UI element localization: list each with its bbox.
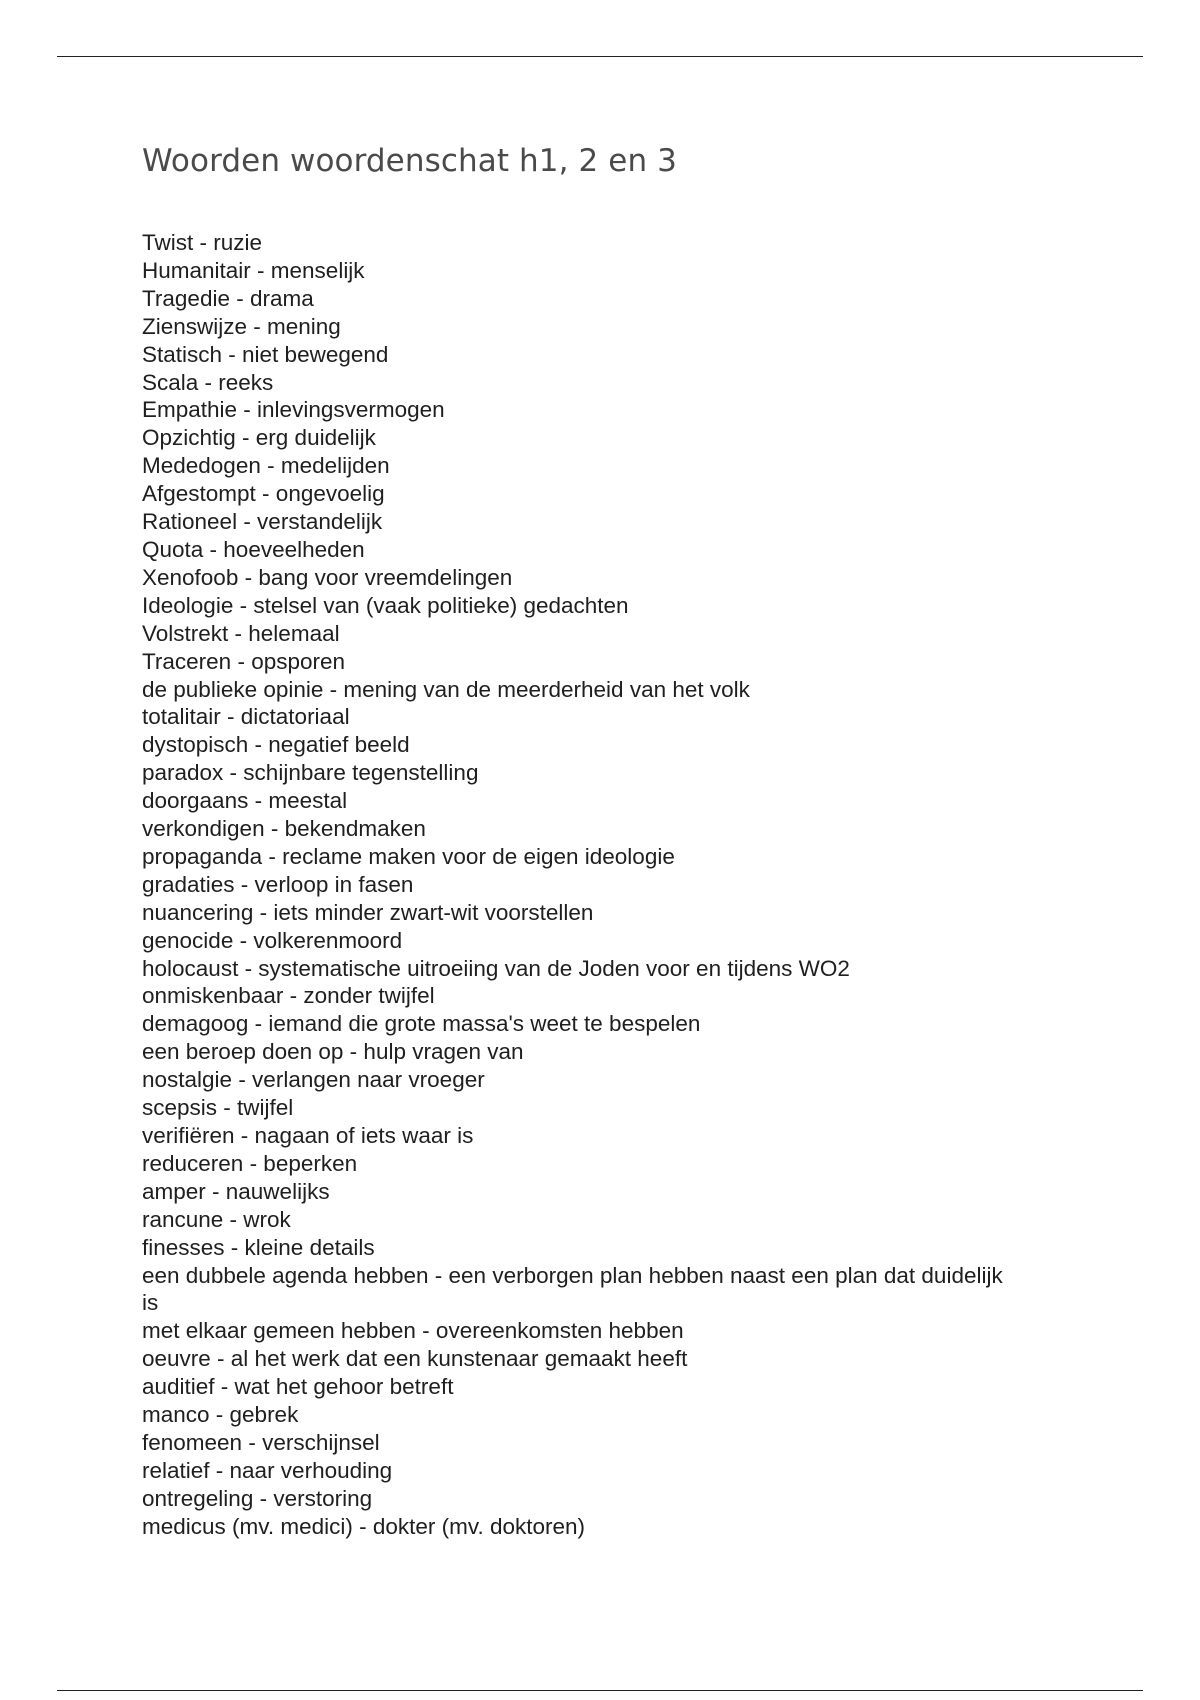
list-item: relatief - naar verhouding [142,1457,393,1483]
list-item: scepsis - twijfel [142,1095,294,1121]
list-item: Mededogen - medelijden [142,453,390,479]
list-item: nuancering - iets minder zwart-wit voorstellen [142,899,594,925]
list-item: demagoog - iemand die grote massa's weet te bespelen [142,1011,701,1037]
footer-rule [57,1690,1143,1691]
list-item: Afgestompt - ongevoelig [142,481,385,507]
list-item: genocide - volkerenmoord [142,927,403,953]
list-item: Quota - hoeveelheden [142,536,365,562]
list-item: verkondigen - bekendmaken [142,816,426,842]
list-item: een beroep doen op - hulp vragen van [142,1039,524,1065]
header-rule [57,56,1143,57]
list-item: Twist - ruzie [142,230,263,255]
page-title: Woorden woordenschat h1, 2 en 3 [142,143,678,179]
list-item: Traceren - opsporen [142,648,346,674]
list-item: Zienswijze - mening [142,313,341,339]
list-item: een dubbele agenda hebben - een verborgen plan hebben naast een plan dat duidelijk is [142,1262,1003,1316]
list-item: gradaties - verloop in fasen [142,871,414,897]
list-item: totalitair - dictatoriaal [142,704,350,730]
list-item: manco - gebrek [142,1402,299,1428]
list-item: finesses - kleine details [142,1234,375,1260]
list-item: de publieke opinie - mening van de meerderheid van het volk [142,676,750,702]
list-item: oeuvre - al het werk dat een kunstenaar gemaakt heeft [142,1346,688,1372]
list-item: onmiskenbaar - zonder twijfel [142,983,435,1009]
list-item: Statisch - niet bewegend [142,341,389,367]
list-item: auditief - wat het gehoor betreft [142,1374,454,1400]
list-item: met elkaar gemeen hebben - overeenkomsten hebben [142,1318,684,1344]
list-item: amper - nauwelijks [142,1178,330,1204]
list-item: Ideologie - stelsel van (vaak politieke) gedachten [142,592,629,618]
list-item: Rationeel - verstandelijk [142,509,383,535]
list-item: holocaust - systematische uitroeiing van de Joden voor en tijdens WO2 [142,955,850,981]
list-item: verifiëren - nagaan of iets waar is [142,1123,474,1148]
list-item: Empathie - inlevingsvermogen [142,397,445,423]
list-item: Scala - reeks [142,369,274,395]
list-item: doorgaans - meestal [142,788,348,814]
list-item: reduceren - beperken [142,1150,358,1176]
list-item: Humanitair - menselijk [142,257,365,283]
word-list [142,229,1022,1541]
list-item: propaganda - reclame maken voor de eigen ideologie [142,843,675,869]
list-item: Xenofoob - bang voor vreemdelingen [142,564,513,590]
list-item: Volstrekt - helemaal [142,620,340,646]
list-item: Tragedie - drama [142,285,314,311]
list-item: Opzichtig - erg duidelijk [142,425,376,451]
list-item: ontregeling - verstoring [142,1485,373,1511]
list-item: dystopisch - negatief beeld [142,732,410,758]
list-item: medicus (mv. medici) - dokter (mv. doktoren) [142,1513,586,1539]
list-item: rancune - wrok [142,1206,291,1232]
list-item: nostalgie - verlangen naar vroeger [142,1067,485,1093]
list-item: paradox - schijnbare tegenstelling [142,760,479,786]
list-item: fenomeen - verschijnsel [142,1429,380,1455]
